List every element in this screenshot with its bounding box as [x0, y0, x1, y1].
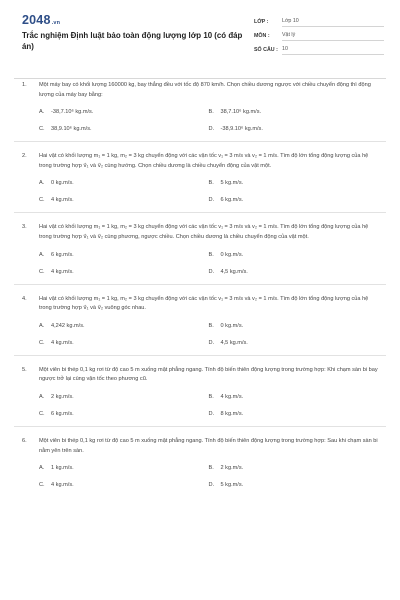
- option-letter: C.: [39, 410, 45, 417]
- answer-option-c[interactable]: [39, 196, 209, 204]
- option-text: 4 kg.m/s.: [51, 197, 74, 204]
- option-text: 38,9.10⁶ kg.m/s.: [51, 126, 92, 133]
- meta-row-class: [254, 13, 384, 27]
- option-text: 4 kg.m/s.: [51, 339, 74, 346]
- answer-option-a[interactable]: [39, 464, 209, 472]
- option-letter: D.: [208, 268, 215, 275]
- option-text: 5 kg.m/s.: [220, 180, 244, 187]
- option-text: 4 kg.m/s.: [220, 393, 244, 400]
- option-text: 0 kg.m/s.: [220, 322, 244, 329]
- answer-options: [22, 179, 378, 204]
- site-logo[interactable]: [22, 13, 60, 27]
- option-letter: A.: [39, 109, 45, 116]
- option-letter: C.: [39, 482, 45, 489]
- question-number: 5.: [22, 366, 27, 373]
- option-letter: D.: [208, 410, 215, 417]
- option-letter: B.: [208, 465, 214, 472]
- question-number: 2.: [22, 153, 27, 160]
- answer-option-c[interactable]: [39, 410, 209, 418]
- option-text: 4,242 kg.m/s.: [51, 322, 85, 329]
- option-letter: B.: [208, 251, 214, 258]
- option-text: 4,5 kg.m/s.: [220, 268, 248, 275]
- option-letter: A.: [39, 251, 45, 258]
- answer-option-d[interactable]: [209, 410, 379, 418]
- option-text: 2 kg.m/s.: [220, 465, 244, 472]
- option-text: 4 kg.m/s.: [51, 482, 74, 489]
- answer-options: [22, 108, 378, 133]
- option-text: 2 kg.m/s.: [51, 393, 74, 400]
- question-number: 1.: [22, 82, 27, 88]
- meta-row-count: [254, 41, 384, 55]
- answer-option-d[interactable]: [209, 481, 379, 489]
- question-item: [0, 437, 400, 489]
- option-text: 4,5 kg.m/s.: [220, 339, 248, 346]
- option-text: 1 kg.m/s.: [51, 465, 74, 472]
- answer-options: [22, 393, 378, 418]
- option-letter: B.: [208, 180, 214, 187]
- meta-value: Vật lý: [282, 32, 384, 41]
- question-item: [0, 295, 400, 347]
- option-letter: D.: [208, 126, 215, 133]
- question-item: [0, 152, 400, 204]
- option-text: 5 kg.m/s.: [220, 482, 244, 489]
- meta-value: Lớp 10: [282, 18, 384, 27]
- option-letter: D.: [208, 339, 215, 346]
- answer-option-a[interactable]: [39, 251, 209, 259]
- question-item: [0, 366, 400, 418]
- header-divider: [14, 78, 386, 79]
- option-letter: B.: [208, 393, 214, 400]
- option-letter: B.: [208, 322, 214, 329]
- question-text: Hai vật có khối lượng m₁ = 1 kg, m₂ = 3 kg chuyển động với các vận tốc v₁ = 3 m/s và v₂ = 1 m/s. Tìm độ lớn tổng động lượng của hệ trong trường hợp v⃗₁ và v⃗₂ cùng phương, ngược chiều. Chọn chiều dương là chiều chuyển động của vật một.: [39, 224, 369, 240]
- answer-options: [22, 251, 378, 276]
- option-text: 38,7.10⁶ kg.m/s.: [220, 109, 262, 116]
- page-header: [0, 0, 400, 76]
- answer-option-b[interactable]: [209, 179, 379, 187]
- logo-text: 2048: [22, 13, 51, 27]
- option-letter: C.: [39, 339, 45, 346]
- option-text: 4 kg.m/s.: [51, 268, 74, 275]
- question-item: [0, 81, 400, 133]
- question-divider: [14, 426, 386, 427]
- option-text: 6 kg.m/s.: [51, 251, 74, 258]
- question-number: 3.: [22, 224, 27, 231]
- question-divider: [14, 355, 386, 356]
- answer-option-b[interactable]: [209, 251, 379, 259]
- question-list: [0, 81, 400, 489]
- answer-option-a[interactable]: [39, 393, 209, 401]
- meta-row-subject: [254, 27, 384, 41]
- answer-options: [22, 322, 378, 347]
- option-letter: C.: [39, 197, 45, 204]
- answer-option-b[interactable]: [209, 108, 379, 116]
- option-letter: C.: [39, 126, 45, 133]
- answer-option-c[interactable]: [39, 268, 209, 276]
- document-title: Trắc nghiệm Định luật bảo toàn động lượng lớp 10 (có đáp án): [22, 31, 243, 51]
- answer-option-d[interactable]: [209, 196, 379, 204]
- question-divider: [14, 212, 386, 213]
- answer-option-a[interactable]: [39, 108, 209, 116]
- option-text: 6 kg.m/s.: [51, 410, 74, 417]
- option-text: 8 kg.m/s.: [220, 410, 244, 417]
- answer-option-d[interactable]: [209, 125, 379, 133]
- document-meta: [254, 13, 384, 55]
- question-item: [0, 223, 400, 275]
- option-letter: C.: [39, 268, 45, 275]
- answer-option-b[interactable]: [209, 464, 379, 472]
- answer-option-c[interactable]: [39, 125, 209, 133]
- answer-option-d[interactable]: [209, 339, 379, 347]
- option-text: 0 kg.m/s.: [220, 251, 244, 258]
- answer-option-a[interactable]: [39, 179, 209, 187]
- option-letter: A.: [39, 180, 45, 187]
- option-letter: B.: [208, 109, 214, 116]
- question-text: Một viên bi thép 0,1 kg rơi từ độ cao 5 m xuống mặt phẳng ngang. Tính độ biến thiên động lượng trong trường hợp: Sau khi chạm sàn bi nằm yên trên sàn.: [39, 437, 378, 454]
- question-divider: [14, 284, 386, 285]
- question-number: 4.: [22, 295, 27, 302]
- answer-option-c[interactable]: [39, 481, 209, 489]
- option-letter: D.: [208, 197, 215, 204]
- option-letter: D.: [208, 482, 215, 489]
- answer-option-b[interactable]: [209, 322, 379, 330]
- question-text: Hai vật có khối lượng m₁ = 1 kg, m₂ = 3 kg chuyển động với các vận tốc v₁ = 3 m/s và v₂ = 1 m/s. Tìm độ lớn tổng động lượng của hệ trong trường hợp v⃗₁ và v⃗₂ cùng hướng. Chọn chiều dương là chiều chuyển động của vật một.: [39, 153, 369, 169]
- option-letter: A.: [39, 393, 45, 400]
- meta-label: SỐ CÂU :: [254, 47, 278, 53]
- option-text: -38,7.10⁶ kg.m/s.: [51, 109, 94, 116]
- question-text: Một viên bi thép 0,1 kg rơi từ độ cao 5 m xuống mặt phẳng ngang. Tính độ biến thiên động lượng trong trường hợp: Khi chạm sàn bi bay ngược trở lại cùng vận tốc theo phương cũ.: [39, 366, 378, 383]
- answer-option-b[interactable]: [209, 393, 379, 401]
- meta-label: LỚP :: [254, 19, 269, 25]
- meta-label: MÔN :: [254, 33, 270, 39]
- option-letter: A.: [39, 465, 45, 472]
- answer-options: [22, 464, 378, 489]
- question-text: Hai vật có khối lượng m₁ = 1 kg, m₂ = 3 kg chuyển động với các vận tốc v₁ = 3 m/s và v₂ = 1 m/s. Tìm độ lớn tổng động lượng của hệ trong trường hợp v⃗₁ và v⃗₂ vuông góc nhau.: [39, 295, 369, 312]
- option-text: 6 kg.m/s.: [220, 197, 244, 204]
- answer-option-c[interactable]: [39, 339, 209, 347]
- meta-value: 10: [282, 46, 384, 55]
- answer-option-a[interactable]: [39, 322, 209, 330]
- option-text: 0 kg.m/s.: [51, 180, 74, 187]
- question-text: Một máy bay có khối lượng 160000 kg, bay thẳng đều với tốc độ 870 km/h. Chọn chiều dương ngược với chiều chuyển động thì động lượng của máy bay bằng:: [39, 82, 371, 98]
- logo-suffix: .vn: [51, 20, 61, 26]
- question-number: 6.: [22, 437, 27, 444]
- question-divider: [14, 141, 386, 142]
- option-text: -38,9.10⁶ kg.m/s.: [220, 126, 263, 133]
- option-letter: A.: [39, 322, 45, 329]
- answer-option-d[interactable]: [209, 268, 379, 276]
